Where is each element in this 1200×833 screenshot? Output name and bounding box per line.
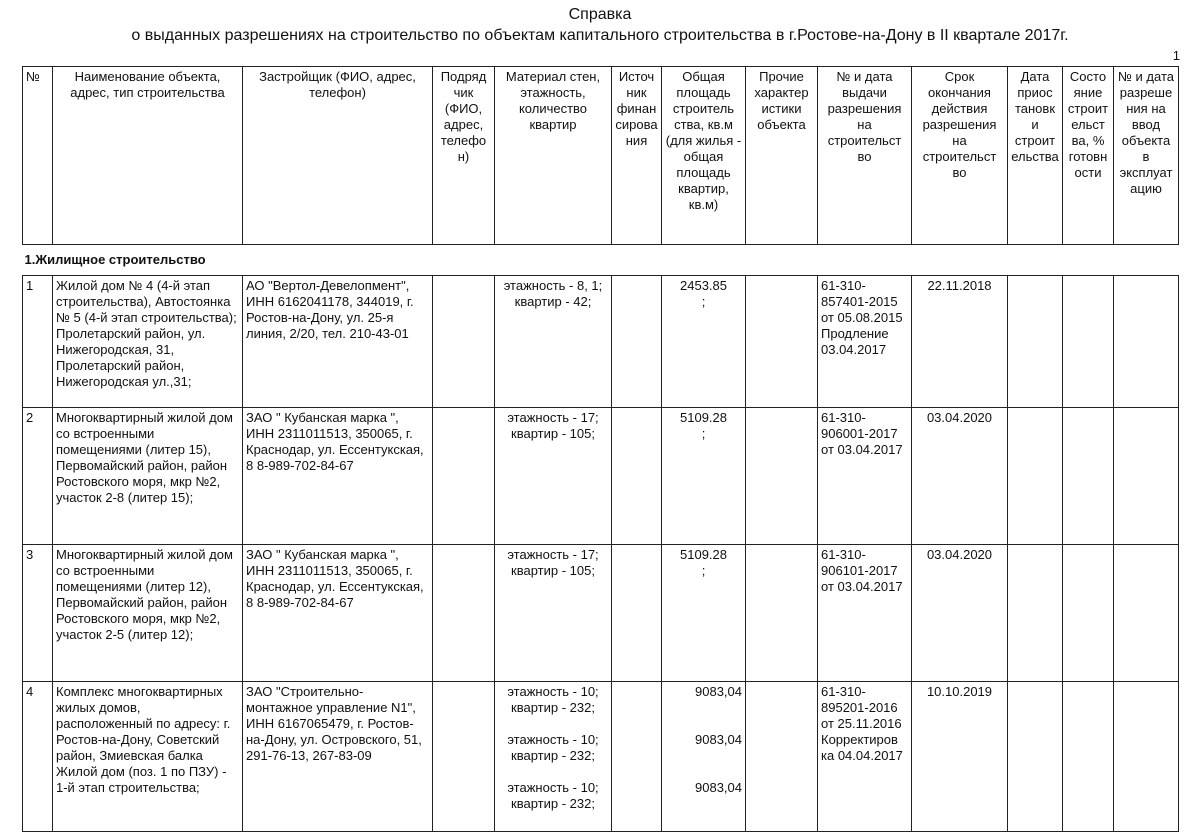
cell-name: Многоквартирный жилой дом со встроенными помещениями (литер 15), Первомайский район, район Ростовского моря, мкр №2, участок 2-8 (литер 15); — [53, 408, 243, 545]
header-area: Общая площадь строитель ства, кв.м (для жилья - общая площадь квартир, кв.м) — [662, 67, 746, 245]
cell-material — [495, 682, 612, 832]
cell-developer: ЗАО " Кубанская марка ", ИНН 2311011513, 350065, г. Краснодар, ул. Ессентукская, 8 8-989-702-84-67 — [243, 545, 433, 682]
cell-num: 4 — [23, 682, 53, 832]
header-other: Прочие характер истики объекта — [746, 67, 818, 245]
cell-other — [746, 408, 818, 545]
cell-source — [612, 408, 662, 545]
cell-term: 03.04.2020 — [912, 408, 1008, 545]
cell-area: 5109.28 ; — [662, 545, 746, 682]
header-material: Материал стен, этажность, количество квартир — [495, 67, 612, 245]
document-title: Справка — [568, 6, 632, 23]
header-name: Наименование объекта, адрес, тип строительства — [53, 67, 243, 245]
area-line: 9083,04 — [695, 732, 742, 747]
cell-name: Многоквартирный жилой дом со встроенными помещениями (литер 12), Первомайский район, район Ростовского моря, мкр №2, участок 2-5 (литер 12); — [53, 545, 243, 682]
cell-permit: 61-310-895201-2016 от 25.11.2016 Корректиров ка 04.04.2017 — [818, 682, 912, 832]
cell-commission — [1114, 682, 1179, 832]
cell-state — [1063, 545, 1114, 682]
header-developer: Застройщик (ФИО, адрес, телефон) — [243, 67, 433, 245]
cell-other — [746, 682, 818, 832]
cell-developer: ЗАО " Кубанская марка ", ИНН 2311011513, 350065, г. Краснодар, ул. Ессентукская, 8 8-989-702-84-67 — [243, 408, 433, 545]
cell-commission — [1114, 276, 1179, 408]
cell-state — [1063, 408, 1114, 545]
cell-contractor — [433, 682, 495, 832]
cell-suspend — [1008, 276, 1063, 408]
material-line: этажность - 10; квартир - 232; — [507, 684, 599, 715]
cell-permit: 61-310-906001-2017 от 03.04.2017 — [818, 408, 912, 545]
header-permit: № и дата выдачи разрешения на строительст во — [818, 67, 912, 245]
section-row — [23, 245, 1179, 276]
header-commission: № и дата разреше ния на ввод объекта в эксплуат ацию — [1114, 67, 1179, 245]
cell-suspend — [1008, 408, 1063, 545]
cell-source — [612, 276, 662, 408]
cell-name: Комплекс многоквартирных жилых домов, расположенный по адресу: г. Ростов-на-Дону, Советский район, Змиевская балка Жилой дом (поз. 1 по ПЗУ) - 1-й этап строительства; — [53, 682, 243, 832]
cell-contractor — [433, 545, 495, 682]
cell-suspend — [1008, 545, 1063, 682]
cell-num: 3 — [23, 545, 53, 682]
header-row — [23, 67, 1179, 245]
cell-area: 2453.85 ; — [662, 276, 746, 408]
material-line: этажность - 10; квартир - 232; — [507, 780, 599, 811]
header-source: Источ ник финан сирова ния — [612, 67, 662, 245]
cell-source — [612, 682, 662, 832]
cell-name: Жилой дом № 4 (4-й этап строительства), Автостоянка № 5 (4-й этап строительства); Пролетарский район, ул. Нижегородская, 31, Пролетарский район, Нижегородская ул.,31; — [53, 276, 243, 408]
cell-other — [746, 276, 818, 408]
area-line: 9083,04 — [695, 684, 742, 699]
header-contractor: Подряд чик (ФИО, адрес, телефо н) — [433, 67, 495, 245]
cell-area — [662, 682, 746, 832]
cell-developer: АО "Вертол-Девелопмент", ИНН 6162041178, 344019, г. Ростов-на-Дону, ул. 25-я линия, 2/20, тел. 210-43-01 — [243, 276, 433, 408]
cell-num: 2 — [23, 408, 53, 545]
page-number: 1 — [1172, 48, 1180, 63]
table-row — [23, 682, 1179, 832]
table-row — [23, 545, 1179, 682]
cell-term: 10.10.2019 — [912, 682, 1008, 832]
cell-term: 03.04.2020 — [912, 545, 1008, 682]
cell-contractor — [433, 408, 495, 545]
cell-suspend — [1008, 682, 1063, 832]
cell-material: этажность - 8, 1; квартир - 42; — [495, 276, 612, 408]
cell-material: этажность - 17; квартир - 105; — [495, 408, 612, 545]
cell-state — [1063, 682, 1114, 832]
cell-other — [746, 545, 818, 682]
cell-num: 1 — [23, 276, 53, 408]
cell-material: этажность - 17; квартир - 105; — [495, 545, 612, 682]
cell-developer: ЗАО "Строительно-монтажное управление N1", ИНН 6167065479, г. Ростов-на-Дону, ул. Островского, 51, 291-76-13, 267-83-09 — [243, 682, 433, 832]
header-term: Срок окончания действия разрешения на строительст во — [912, 67, 1008, 245]
table-row — [23, 408, 1179, 545]
area-line: 9083,04 — [695, 780, 742, 795]
cell-term: 22.11.2018 — [912, 276, 1008, 408]
cell-permit: 61-310-906101-2017 от 03.04.2017 — [818, 545, 912, 682]
header-num: № — [23, 67, 53, 245]
header-suspend: Дата приос тановк и строит ельства — [1008, 67, 1063, 245]
document-subtitle: о выданных разрешениях на строительство по объектам капитального строительства в г.Ростове-на-Дону в II квартале 2017г. — [131, 27, 1069, 44]
cell-commission — [1114, 545, 1179, 682]
cell-state — [1063, 276, 1114, 408]
cell-source — [612, 545, 662, 682]
permits-table — [22, 66, 1179, 832]
cell-area: 5109.28 ; — [662, 408, 746, 545]
header-state: Состо яние строит ельст ва, % готовн ости — [1063, 67, 1114, 245]
material-line: этажность - 10; квартир - 232; — [507, 732, 599, 763]
cell-contractor — [433, 276, 495, 408]
section-title: 1.Жилищное строительство — [23, 245, 1179, 276]
cell-commission — [1114, 408, 1179, 545]
table-row — [23, 276, 1179, 408]
cell-permit: 61-310-857401-2015 от 05.08.2015 Продление 03.04.2017 — [818, 276, 912, 408]
